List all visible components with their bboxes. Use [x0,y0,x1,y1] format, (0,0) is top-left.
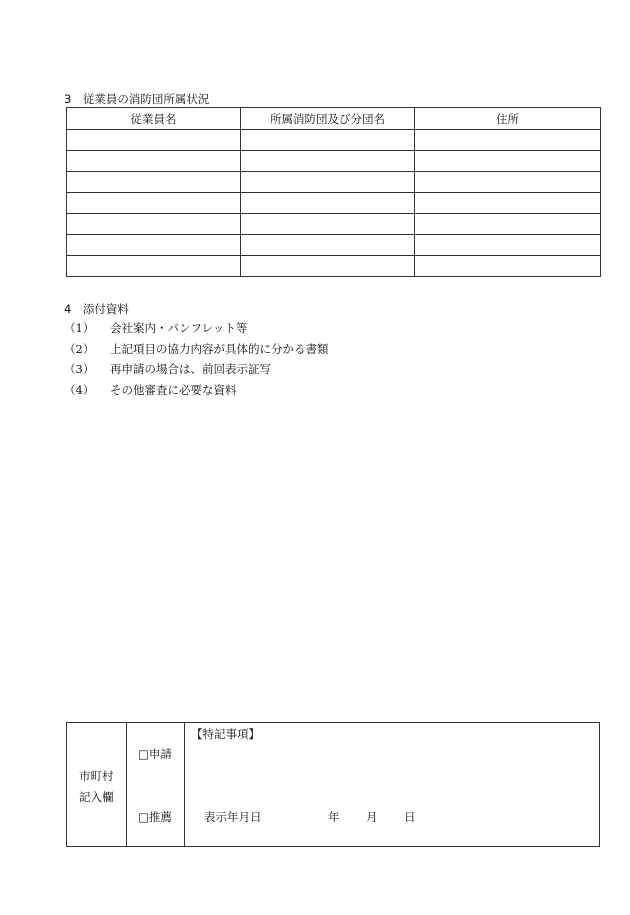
municipal-label-line2: 記入欄 [79,790,114,804]
table-cell[interactable] [67,193,241,214]
table-cell[interactable] [415,235,601,256]
attachment-item: その他審査に必要な資料 [110,382,237,397]
attachment-number: （1） [64,321,95,335]
table-cell[interactable] [415,130,601,151]
attachment-number: （3） [64,362,95,376]
table-cell[interactable] [67,235,241,256]
municipal-label-line1: 市町村 [79,769,114,783]
day-label: 日 [404,810,416,824]
table-cell[interactable] [241,130,415,151]
section3-title: 3 従業員の消防団所属状況 [64,92,210,106]
table-row [67,151,601,172]
table-cell[interactable] [241,214,415,235]
table-row [67,172,601,193]
table-cell[interactable] [241,193,415,214]
display-date-label: 表示年月日 [204,810,262,824]
table-cell[interactable] [415,256,601,277]
table-cell[interactable] [415,151,601,172]
employee-fire-brigade-table [66,107,601,277]
table-cell[interactable] [241,172,415,193]
table-cell[interactable] [67,172,241,193]
table-row [67,214,601,235]
section4-title: 4 添付資料 [64,302,129,316]
table-row [67,193,601,214]
month-label: 月 [366,810,378,824]
table-cell[interactable] [415,193,601,214]
recommend-checkbox[interactable]: □推薦 [138,810,172,824]
attachment-number: （2） [64,341,95,356]
header-address: 住所 [415,108,601,130]
table-cell[interactable] [241,235,415,256]
table-cell[interactable] [241,256,415,277]
table-cell[interactable] [67,151,241,172]
apply-checkbox[interactable]: □申請 [138,747,172,761]
divider [126,723,127,846]
special-notes-label: 【特記事項】 [191,727,260,741]
year-label: 年 [328,810,340,824]
table-cell[interactable] [67,130,241,151]
table-row [67,130,601,151]
table-cell[interactable] [67,214,241,235]
attachment-number: （4） [64,382,95,397]
table-row [67,235,601,256]
table-cell[interactable] [241,151,415,172]
header-employee-name: 従業員名 [67,108,241,130]
table-cell[interactable] [67,256,241,277]
attachment-item: 上記項目の協力内容が具体的に分かる書類 [110,341,329,356]
table-cell[interactable] [415,214,601,235]
divider [184,723,185,846]
header-brigade-name: 所属消防団及び分団名 [241,108,415,130]
municipal-entry-box [66,722,600,847]
table-cell[interactable] [415,172,601,193]
table-row [67,256,601,277]
attachment-item: 会社案内・パンフレット等 [110,321,248,335]
attachment-item: 再申請の場合は、前回表示証写 [110,362,271,376]
